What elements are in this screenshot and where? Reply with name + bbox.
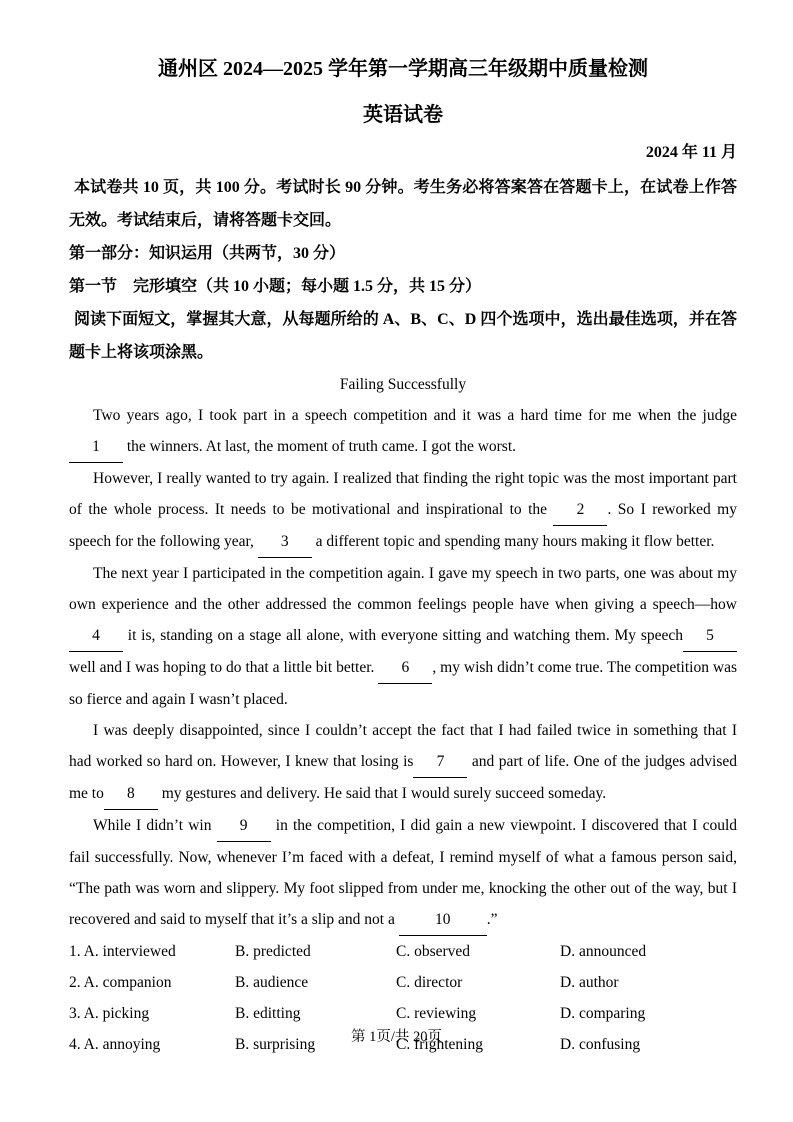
- option-row-1: [69, 936, 737, 967]
- exam-date: 2024 年 11 月: [645, 144, 737, 161]
- cloze-blank-1: 1: [69, 431, 123, 463]
- passage-title: Failing Successfully: [339, 376, 467, 393]
- option-cell: 2. A. companion: [69, 974, 172, 991]
- option-cell: B. surprising: [235, 1036, 316, 1053]
- cloze-blank-2: 2: [553, 494, 607, 526]
- option-cell: B. editting: [235, 1005, 301, 1022]
- option-cell: D. confusing: [560, 1036, 641, 1053]
- option-cell: D. comparing: [560, 1005, 646, 1022]
- option-cell: C. reviewing: [396, 1005, 477, 1022]
- passage-paragraph-3: The next year I participated in the competition again. I gave my speech in two parts, one was about my own experience and the other addressed the common feelings people have when giving a speech—how 4 it is, standing on a stage all alone, with everyone sitting and watching them. My speech 5 well and I was hoping to do that a little bit better. 6 , my wish didn’t come true. The competition was so fierce and again I wasn’t placed.: [69, 565, 737, 708]
- passage-paragraph-5: While I didn’t win 9 in the competition, I did gain a new viewpoint. I discovered that I could fail successfully. Now, whenever I’m faced with a defeat, I remind myself of what a famous person said, “The path was worn and slippery. My foot slipped from under me, knocking the other out of the way, but I recovered and said to myself that it’s a slip and not a 10 .”: [69, 810, 737, 936]
- cloze-blank-10: 10: [399, 904, 487, 936]
- cloze-blank-7: 7: [413, 746, 467, 778]
- page-footer: 第 1页/共 20页: [350, 1029, 443, 1045]
- option-cell: 1. A. interviewed: [69, 943, 176, 960]
- exam-notice: 本试卷共 10 页，共 100 分。考试时长 90 分钟。考生务必将答案答在答题卡上，在试卷上作答无效。考试结束后，请将答题卡交回。: [69, 179, 737, 229]
- cloze-blank-3: 3: [258, 526, 312, 558]
- passage-paragraph-4: I was deeply disappointed, since I couldn’t accept the fact that I had failed twice in something that I had worked so hard on. However, I knew that losing is 7 and part of life. One of the judges advised me to 8 my gestures and delivery. He said that I would surely succeed someday.: [69, 715, 737, 810]
- option-cell: B. predicted: [235, 943, 311, 960]
- cloze-blank-5: 5: [683, 620, 737, 652]
- option-cell: D. author: [560, 974, 619, 991]
- section-part1-header: 第一部分：知识运用（共两节，30 分）: [69, 245, 346, 262]
- option-cell: 4. A. annoying: [69, 1036, 161, 1053]
- passage-paragraph-1: Two years ago, I took part in a speech competition and it was a hard time for me when the judge1 the winners. At last, the moment of truth came. I got the worst.: [69, 400, 737, 463]
- cloze-blank-4: 4: [69, 620, 123, 652]
- option-cell: D. announced: [560, 943, 647, 960]
- option-row-2: [69, 967, 737, 998]
- section1-header: 第一节 完形填空（共 10 小题；每小题 1.5 分，共 15 分）: [69, 278, 482, 295]
- option-cell: 3. A. picking: [69, 1005, 150, 1022]
- option-cell: C. observed: [396, 943, 471, 960]
- page-title: 通州区 2024—2025 学年第一学期高三年级期中质量检测: [158, 58, 648, 80]
- option-cell: C. frightening: [396, 1036, 483, 1053]
- option-cell: C. director: [396, 974, 463, 991]
- cloze-blank-9: 9: [217, 810, 271, 842]
- exam-subtitle: 英语试卷: [363, 104, 443, 126]
- passage-paragraph-2: However, I really wanted to try again. I realized that finding the right topic was the most important part of the whole process. It needs to be motivational and inspirational to the 2 . So I reworked my speech for the following year, 3 a different topic and spending many hours making it flow better.: [69, 463, 737, 558]
- cloze-instruction: 阅读下面短文，掌握其大意，从每题所给的 A、B、C、D 四个选项中，选出最佳选项，并在答题卡上将该项涂黑。: [69, 311, 737, 361]
- cloze-blank-6: 6: [378, 652, 432, 684]
- option-cell: B. audience: [235, 974, 309, 991]
- cloze-blank-8: 8: [104, 778, 158, 810]
- option-row-3: [69, 998, 737, 1029]
